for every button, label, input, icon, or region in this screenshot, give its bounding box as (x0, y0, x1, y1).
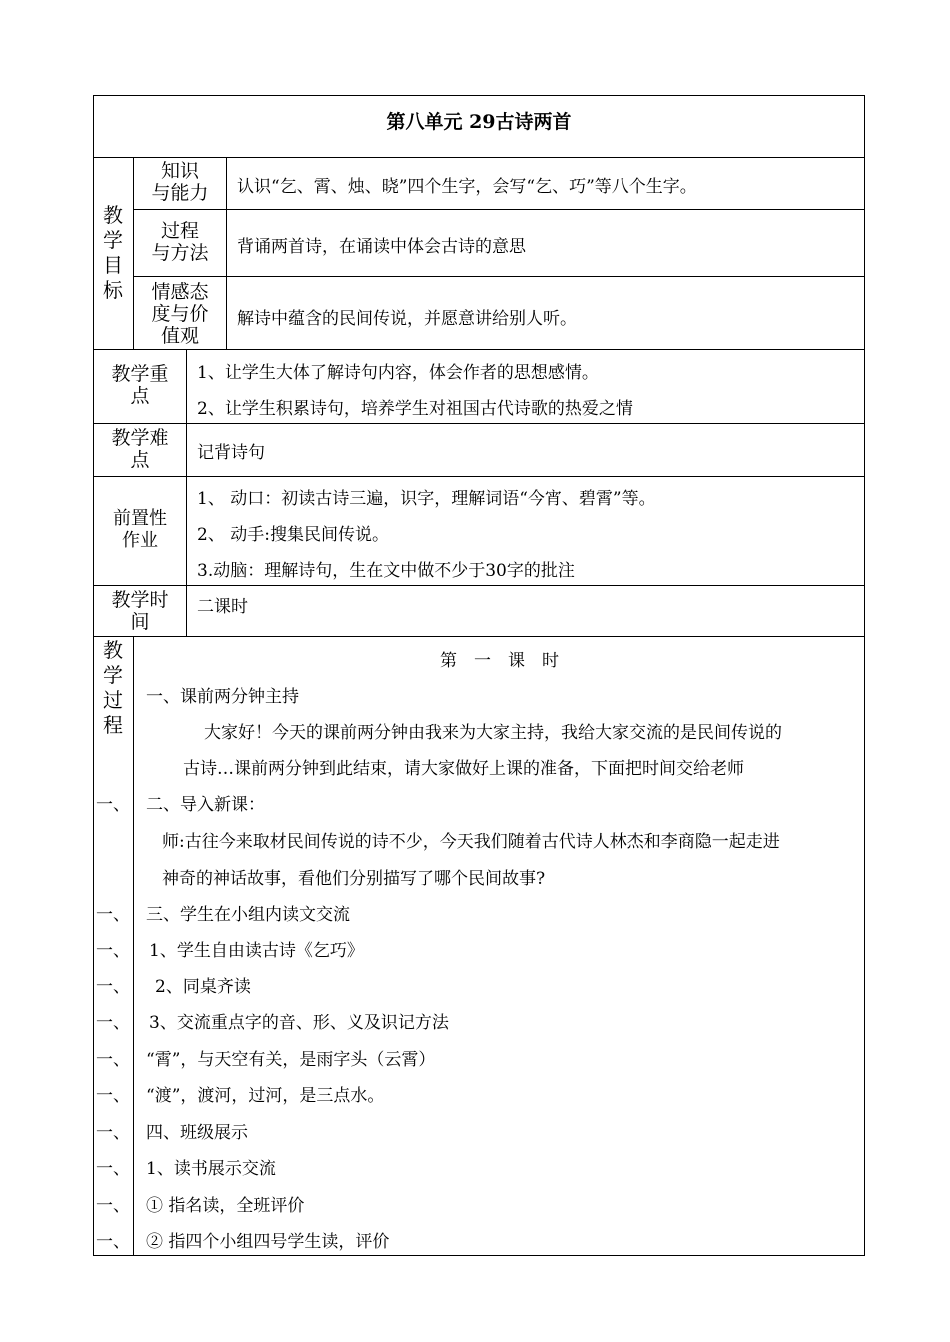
process-line-bullet: 一、 (96, 941, 130, 961)
process-line: “霄”，与天空有关，是雨字头（云霄） (146, 1050, 436, 1070)
objective-content-knowledge: 认识“乞、霄、烛、晓”四个生字，会写“乞、巧”等八个生字。 (237, 177, 697, 197)
process-line: “渡”，渡河，过河，是三点水。 (146, 1086, 385, 1106)
difficulty-content: 记背诗句 (197, 443, 265, 463)
row-divider (133, 209, 865, 210)
process-line-bullet: 一、 (96, 1050, 130, 1070)
process-line-bullet: 一、 (96, 1086, 130, 1106)
objective-label-knowledge: 知识 与能力 (151, 160, 209, 204)
row-divider (93, 157, 865, 158)
difficulty-label: 教学难 点 (111, 427, 169, 471)
pre-homework-line: 3.动脑：理解诗句，生在文中做不少于30字的批注 (197, 561, 575, 581)
process-line-bullet: 一、 (96, 1232, 130, 1252)
lesson-title: 第 一 课 时 (440, 651, 559, 671)
process-line: ② 指四个小组四号学生读，评价 (146, 1232, 390, 1252)
process-line-bullet: 一、 (96, 1123, 130, 1143)
process-line-bullet: 一、 (96, 977, 130, 997)
process-line: 大家好！今天的课前两分钟由我来为大家主持，我给大家交流的是民间传说的 (204, 723, 782, 743)
process-line: 神奇的神话故事，看他们分别描写了哪个民间故事? (162, 869, 546, 889)
objective-content-emotion: 解诗中蕴含的民间传说，并愿意讲给别人听。 (237, 309, 577, 329)
process-line-bullet: 一、 (96, 1013, 130, 1033)
key-points-label: 教学重 点 (111, 363, 169, 407)
pre-homework-line: 1、 动口：初读古诗三遍，识字，理解词语“今宵、碧霄”等。 (197, 489, 656, 509)
process-line: 师:古往今来取材民间传说的诗不少，今天我们随着古代诗人林杰和李商隐一起走进 (162, 832, 780, 852)
objective-label-process: 过程 与方法 (151, 220, 209, 264)
page-title: 第八单元 29古诗两首 (386, 111, 572, 133)
objective-content-process: 背诵两首诗，在诵读中体会古诗的意思 (237, 237, 526, 257)
column-divider (186, 349, 187, 636)
teaching-time-content: 二课时 (197, 597, 248, 617)
objectives-group-label: 教 学 目 标 (103, 203, 123, 302)
row-divider (93, 423, 865, 424)
process-line: 二、导入新课： (146, 795, 265, 815)
key-point-line: 2、让学生积累诗句，培养学生对祖国古代诗歌的热爱之情 (197, 399, 633, 419)
pre-homework-label: 前置性 作业 (113, 508, 167, 551)
key-point-line: 1、让学生大体了解诗句内容，体会作者的思想感情。 (197, 363, 599, 383)
teaching-time-label: 教学时 间 (111, 589, 169, 633)
process-line-bullet: 一、 (96, 905, 130, 925)
objective-label-emotion: 情感态 度与价 值观 (151, 281, 209, 347)
column-divider (133, 636, 134, 1256)
row-divider (93, 636, 865, 637)
process-line: 四、班级展示 (146, 1123, 248, 1143)
row-divider (93, 349, 865, 350)
lesson-plan-table (93, 95, 865, 1256)
process-line: 2、同桌齐读 (155, 977, 251, 997)
process-label: 教 学 过 程 (103, 638, 123, 737)
process-line-bullet: 一、 (96, 1196, 130, 1216)
row-divider (133, 276, 865, 277)
process-line: ① 指名读，全班评价 (146, 1196, 305, 1216)
process-line: 古诗…课前两分钟到此结束，请大家做好上课的准备，下面把时间交给老师 (183, 759, 744, 779)
pre-homework-line: 2、 动手:搜集民间传说。 (197, 525, 389, 545)
process-line: 一、课前两分钟主持 (146, 687, 299, 707)
column-divider (226, 157, 227, 349)
process-line-bullet: 一、 (96, 1159, 130, 1179)
row-divider (93, 476, 865, 477)
row-divider (93, 585, 865, 586)
process-line: 三、学生在小组内读文交流 (146, 905, 350, 925)
process-line: 3、交流重点字的音、形、义及识记方法 (149, 1013, 449, 1033)
process-line-bullet: 一、 (96, 795, 130, 815)
process-line: 1、学生自由读古诗《乞巧》 (149, 941, 364, 961)
process-line: 1、读书展示交流 (146, 1159, 276, 1179)
